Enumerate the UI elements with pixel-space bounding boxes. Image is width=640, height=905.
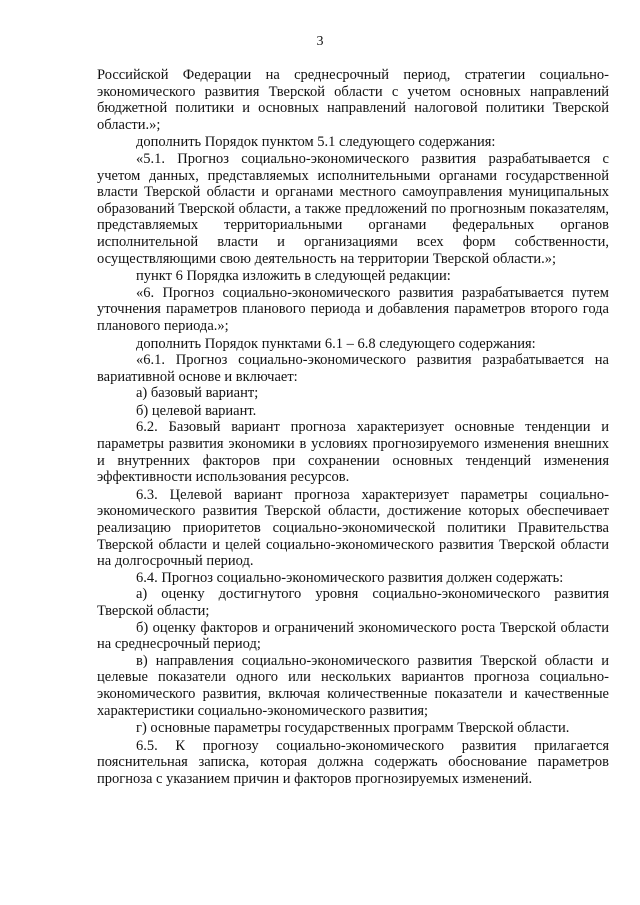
- paragraph-1: Российской Федерации на среднесрочный период, стратегии социально-экономического развития Тверской области с учетом основных направлений бюджетной политики и основных направлений налоговой политики Тверской области.»;: [97, 67, 609, 133]
- paragraph-17: 6.5. К прогнозу социально-экономического развития прилагается пояснительная записка, которая должна содержать обоснование параметров прогноза с указанием причин и факторов прогнозируемых изменений.: [97, 737, 609, 787]
- paragraph-13: а) оценку достигнутого уровня социально-экономического развития Тверской области;: [97, 586, 609, 619]
- document-body: [97, 67, 609, 788]
- paragraph-10: 6.2. Базовый вариант прогноза характеризует основные тенденции и параметры развития экономики в условиях прогнозируемого изменения внешних и внутренних факторов при сохранении основных тенденций изменения эффективности использования ресурсов.: [97, 419, 609, 486]
- paragraph-2: дополнить Порядок пунктом 5.1 следующего содержания:: [136, 134, 496, 151]
- paragraph-3: «5.1. Прогноз социально-экономического развития разрабатывается с учетом данных, представляемых исполнительными органами государственной власти Тверской области и органами местного самоуправления муниципальных образований Тверской области, а также предложений по прогнозным показателям, представляемых территориальными органами федеральных органов исполнительной власти и организациями всех форм собственности, осуществляющими свою деятельность на территории Тверской области.»;: [97, 150, 609, 267]
- page-number: 3: [316, 34, 324, 49]
- paragraph-4: пункт 6 Порядка изложить в следующей редакции:: [136, 268, 451, 285]
- paragraph-7: «6.1. Прогноз социально-экономического развития разрабатывается на вариативной основе и включает:: [97, 352, 609, 385]
- paragraph-5: «6. Прогноз социально-экономического развития разрабатывается путем уточнения параметров планового периода и добавления параметров второго года планового периода.»;: [97, 284, 609, 334]
- paragraph-6: дополнить Порядок пунктами 6.1 – 6.8 следующего содержания:: [136, 335, 536, 352]
- paragraph-9: б) целевой вариант.: [136, 402, 257, 419]
- paragraph-8: а) базовый вариант;: [136, 385, 259, 402]
- paragraph-16: г) основные параметры государственных программ Тверской области.: [136, 720, 570, 737]
- paragraph-11: 6.3. Целевой вариант прогноза характеризует параметры социально-экономического развития Тверской области, достижение которых обеспечивает реализацию приоритетов социально-экономической политики Правительства Тверской области и целей социально-экономического развития Тверской области на долгосрочный период.: [97, 486, 609, 570]
- paragraph-14: б) оценку факторов и ограничений экономического роста Тверской области на среднесрочный период;: [97, 619, 609, 653]
- paragraph-12: 6.4. Прогноз социально-экономического развития должен содержать:: [136, 569, 564, 586]
- paragraph-15: в) направления социально-экономического развития Тверской области и целевые показатели одного или нескольких вариантов прогноза социально-экономического развития, включая количественные показатели и качественные характеристики социально-экономического развития;: [97, 652, 609, 719]
